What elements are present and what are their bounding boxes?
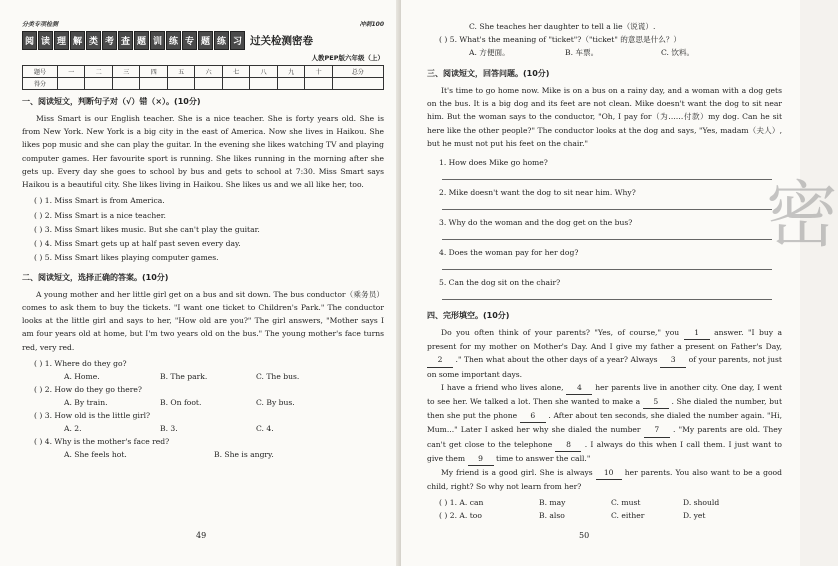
cloze-option: D. yet bbox=[683, 511, 706, 521]
mc-option: A. She feels hot. bbox=[64, 449, 127, 459]
score-column-header: 四 bbox=[140, 66, 167, 78]
score-cell[interactable] bbox=[250, 78, 277, 90]
answer-line[interactable] bbox=[442, 200, 772, 210]
question-5-options bbox=[427, 46, 782, 59]
section-2-questions bbox=[22, 357, 384, 461]
score-cell[interactable] bbox=[332, 78, 383, 90]
banner-title: 过关检测密卷 bbox=[250, 34, 313, 47]
cloze-choice-row bbox=[427, 496, 782, 509]
short-answer-question: 3. Why do the woman and the dog get on the bus? bbox=[439, 218, 633, 228]
section-2-passage: A young mother and her little girl get on a bus and sit down. The bus conductor（乘务员）comes to ask them to buy the tickets. "I want one ticket to Children's Park." The conductor looks at the little girl and says to her, "How old are you?" The girl answers, "Mother says I am four years old at home, but I'm two years old on the bus." The young mother's face turns red, very red. bbox=[22, 289, 384, 352]
cloze-option: B. may bbox=[539, 498, 566, 508]
true-false-item: ( ) 3. Miss Smart likes music. But she can't play the guitar. bbox=[34, 224, 260, 234]
banner-char: 理 bbox=[54, 31, 69, 50]
page-number-left: 49 bbox=[196, 531, 207, 540]
score-column-header: 三 bbox=[112, 66, 139, 78]
mc-option: A. By train. bbox=[64, 397, 108, 407]
true-false-item: ( ) 4. Miss Smart gets up at half past seven every day. bbox=[34, 239, 241, 249]
mc-option: C. 4. bbox=[256, 423, 274, 433]
mc-option: A. 方便面。 bbox=[469, 48, 510, 57]
mc-question: ( ) 2. How do they go there? bbox=[34, 384, 142, 394]
confidential-stamp bbox=[766, 168, 838, 263]
page-number-right: 50 bbox=[579, 531, 590, 540]
cloze-paragraph-3 bbox=[427, 466, 782, 493]
section-3-questions bbox=[427, 156, 782, 300]
true-false-item: ( ) 1. Miss Smart is from America. bbox=[34, 196, 165, 206]
cloze-choices bbox=[427, 496, 782, 522]
score-column-header: 七 bbox=[222, 66, 249, 78]
cloze-text: . "My parents are old. They can't get close to the telephone bbox=[427, 425, 783, 449]
section-3-passage: It's time to go home now. Mike is on a bus on a rainy day, and a woman with a dog gets on the bus. It is a big dog and its feet are not clean. Mike doesn't want the dog to sit near him. But the woman says to the conductor, "Oh, I pay for（为……付款）my dog. Can he sit here like the other people?" The conductor looks at the dog and says, "Yes, madam（夫人）, but he must not put his feet on the chair." bbox=[427, 86, 782, 148]
score-column-header: 一 bbox=[58, 66, 85, 78]
score-table-score-row bbox=[23, 78, 384, 90]
short-answer-question: 2. Mike doesn't want the dog to sit near him. Why? bbox=[439, 188, 636, 198]
section-1-items bbox=[22, 194, 384, 265]
score-column-header: 总分 bbox=[332, 66, 383, 78]
mc-option: A. Home. bbox=[64, 371, 100, 381]
mc-option: B. 3. bbox=[160, 423, 178, 433]
short-answer-question: 1. How does Mike go home? bbox=[439, 158, 548, 168]
cloze-choice-lead: ( ) 1. A. can bbox=[439, 498, 484, 508]
section-1-passage: Miss Smart is our English teacher. She is a nice teacher. She is forty years old. She is from New York. New York is a big city in the east of America. Now she lives in Haikou. She likes pop music and she can play the guitar. In the evening she likes watching TV and playing computer games. Her favourite sport is running. She likes running in the morning after she gets up. Every day she goes to school by bus and gets to school at 7:30. Miss Smart says Haikou is a beautiful city. She likes living in Haikou. She likes us and we all like her, too. bbox=[22, 114, 384, 190]
cloze-text: My friend is a good girl. She is always bbox=[441, 468, 593, 478]
cloze-blank[interactable]: 4 bbox=[566, 381, 592, 395]
banner-char: 题 bbox=[134, 31, 149, 50]
edition-subtitle: 人教PEP版六年级（上） bbox=[311, 54, 384, 62]
cloze-choice-row bbox=[427, 509, 782, 522]
cloze-blank[interactable]: 6 bbox=[520, 409, 546, 423]
mc-options bbox=[22, 448, 384, 461]
banner-char: 习 bbox=[230, 31, 245, 50]
mc-option: C. By bus. bbox=[256, 397, 295, 407]
cloze-blank[interactable]: 8 bbox=[555, 438, 581, 452]
mc-option: B. 车票。 bbox=[565, 48, 599, 57]
score-column-header: 二 bbox=[85, 66, 112, 78]
cloze-text: . She dialed the number, but then she put the phone bbox=[427, 397, 782, 421]
answer-line[interactable] bbox=[442, 290, 772, 300]
section-4-title: 四、完形填空。(10分) bbox=[427, 311, 510, 321]
cloze-blank[interactable]: 7 bbox=[644, 423, 670, 437]
banner-char: 读 bbox=[38, 31, 53, 50]
cloze-option: C. must bbox=[611, 498, 641, 508]
short-answer-question: 4. Does the woman pay for her dog? bbox=[439, 248, 579, 258]
cloze-blank[interactable]: 9 bbox=[468, 452, 494, 466]
banner-char: 阅 bbox=[22, 31, 37, 50]
cloze-paragraph-2 bbox=[427, 381, 782, 466]
mc-option: C. The bus. bbox=[256, 371, 300, 381]
section-3-title: 三、阅读短文，回答问题。(10分) bbox=[427, 69, 550, 78]
stamp-glyph: 密 bbox=[766, 173, 838, 257]
mc-question: ( ) 1. Where do they go? bbox=[34, 358, 127, 368]
series-tag: 分类专项检测 bbox=[22, 20, 59, 28]
banner-char: 练 bbox=[166, 31, 181, 50]
cloze-text: answer. "I buy a present for my mother on Mother's Day. And I give my father a present on Father's Day, bbox=[427, 328, 782, 352]
score-cell[interactable] bbox=[222, 78, 249, 90]
score-column-header: 八 bbox=[250, 66, 277, 78]
answer-line[interactable] bbox=[442, 170, 772, 180]
cloze-blank[interactable]: 3 bbox=[660, 353, 686, 367]
right-page bbox=[400, 0, 838, 566]
score-cell[interactable] bbox=[140, 78, 167, 90]
banner-char: 专 bbox=[182, 31, 197, 50]
cloze-text: . After about ten seconds, she dialed the number again. "Hi, Mum..." Later I asked her why she dialed the number bbox=[427, 411, 782, 435]
banner-char: 解 bbox=[70, 31, 85, 50]
mc-option: B. She is angry. bbox=[214, 449, 274, 459]
section-2-title: 二、阅读短文，选择正确的答案。(10分) bbox=[22, 272, 169, 282]
mc-options bbox=[22, 422, 384, 435]
score-table bbox=[22, 65, 384, 90]
cloze-text: time to answer the call." bbox=[495, 453, 591, 463]
mc-question: ( ) 4. Why is the mother's face red? bbox=[34, 436, 170, 446]
section-1-title: 一、阅读短文，判断句子对（√）错（×）。(10分) bbox=[22, 97, 201, 106]
cloze-blank[interactable]: 5 bbox=[643, 395, 669, 409]
title-banner bbox=[22, 30, 384, 50]
banner-char: 练 bbox=[214, 31, 229, 50]
cloze-text: of your parents, not just on some important days. bbox=[427, 355, 782, 379]
score-column-header: 五 bbox=[167, 66, 194, 78]
score-cell[interactable] bbox=[167, 78, 194, 90]
left-page bbox=[0, 0, 400, 566]
true-false-item: ( ) 5. Miss Smart likes playing computer games. bbox=[34, 253, 219, 263]
score-cell[interactable] bbox=[277, 78, 304, 90]
banner-char: 题 bbox=[198, 31, 213, 50]
cloze-text: her parents live in another city. One day, I went to see her. We talked a lot. Then she wanted to make a bbox=[427, 382, 783, 407]
score-table-row-label: 题号 bbox=[23, 66, 58, 78]
mc-option: C. 饮料。 bbox=[661, 48, 695, 57]
answer-line[interactable] bbox=[442, 230, 772, 240]
score-column-header: 六 bbox=[195, 66, 222, 78]
carry-over-option: C. She teaches her daughter to tell a lie（说谎）. bbox=[469, 22, 656, 31]
mc-option: B. On foot. bbox=[160, 397, 202, 407]
cloze-option: C. either bbox=[611, 511, 645, 521]
score-column-header: 九 bbox=[277, 66, 304, 78]
score-cell[interactable] bbox=[112, 78, 139, 90]
mc-option: B. The park. bbox=[160, 371, 208, 381]
score-table-row-label: 得分 bbox=[23, 78, 58, 90]
score-column-header: 十 bbox=[305, 66, 332, 78]
score-cell[interactable] bbox=[58, 78, 85, 90]
cloze-text: . I always do this when I call them. I just want to give them bbox=[427, 439, 782, 463]
cloze-text: ." Then what about the other days of a year? Always bbox=[455, 355, 658, 365]
sprint-tag: 冲刺100 bbox=[359, 20, 384, 28]
cloze-choice-lead: ( ) 2. A. too bbox=[439, 511, 482, 521]
cloze-paragraph-1 bbox=[427, 326, 782, 381]
banner-boxes bbox=[22, 31, 245, 50]
score-cell[interactable] bbox=[305, 78, 332, 90]
score-table-header-row bbox=[23, 66, 384, 78]
cloze-text: Do you often think of your parents? "Yes, of course," you bbox=[441, 328, 680, 338]
question-5: ( ) 5. What's the meaning of "ticket"?（"ticket" 的意思是什么？） bbox=[439, 35, 681, 44]
true-false-item: ( ) 2. Miss Smart is a nice teacher. bbox=[34, 210, 166, 220]
banner-char: 类 bbox=[86, 31, 101, 50]
series-header bbox=[22, 18, 384, 28]
cloze-blank[interactable]: 1 bbox=[684, 326, 710, 340]
mc-options bbox=[22, 370, 384, 383]
banner-char: 查 bbox=[118, 31, 133, 50]
answer-line[interactable] bbox=[442, 260, 772, 270]
banner-char: 考 bbox=[102, 31, 117, 50]
mc-option: A. 2. bbox=[64, 423, 82, 433]
mc-question: ( ) 3. How old is the little girl? bbox=[34, 410, 151, 420]
cloze-text: her parents. You also want to be a good child, right? So why not learn from her? bbox=[427, 468, 782, 492]
cloze-option: D. should bbox=[683, 498, 720, 508]
cloze-text: I have a friend who lives alone, bbox=[441, 382, 564, 392]
cloze-blank[interactable]: 10 bbox=[596, 466, 622, 480]
cloze-option: B. also bbox=[539, 511, 565, 521]
banner-char: 训 bbox=[150, 31, 165, 50]
cloze-blank[interactable]: 2 bbox=[427, 353, 453, 367]
score-cell[interactable] bbox=[195, 78, 222, 90]
score-cell[interactable] bbox=[85, 78, 112, 90]
mc-options bbox=[22, 396, 384, 409]
short-answer-question: 5. Can the dog sit on the chair? bbox=[439, 278, 561, 288]
